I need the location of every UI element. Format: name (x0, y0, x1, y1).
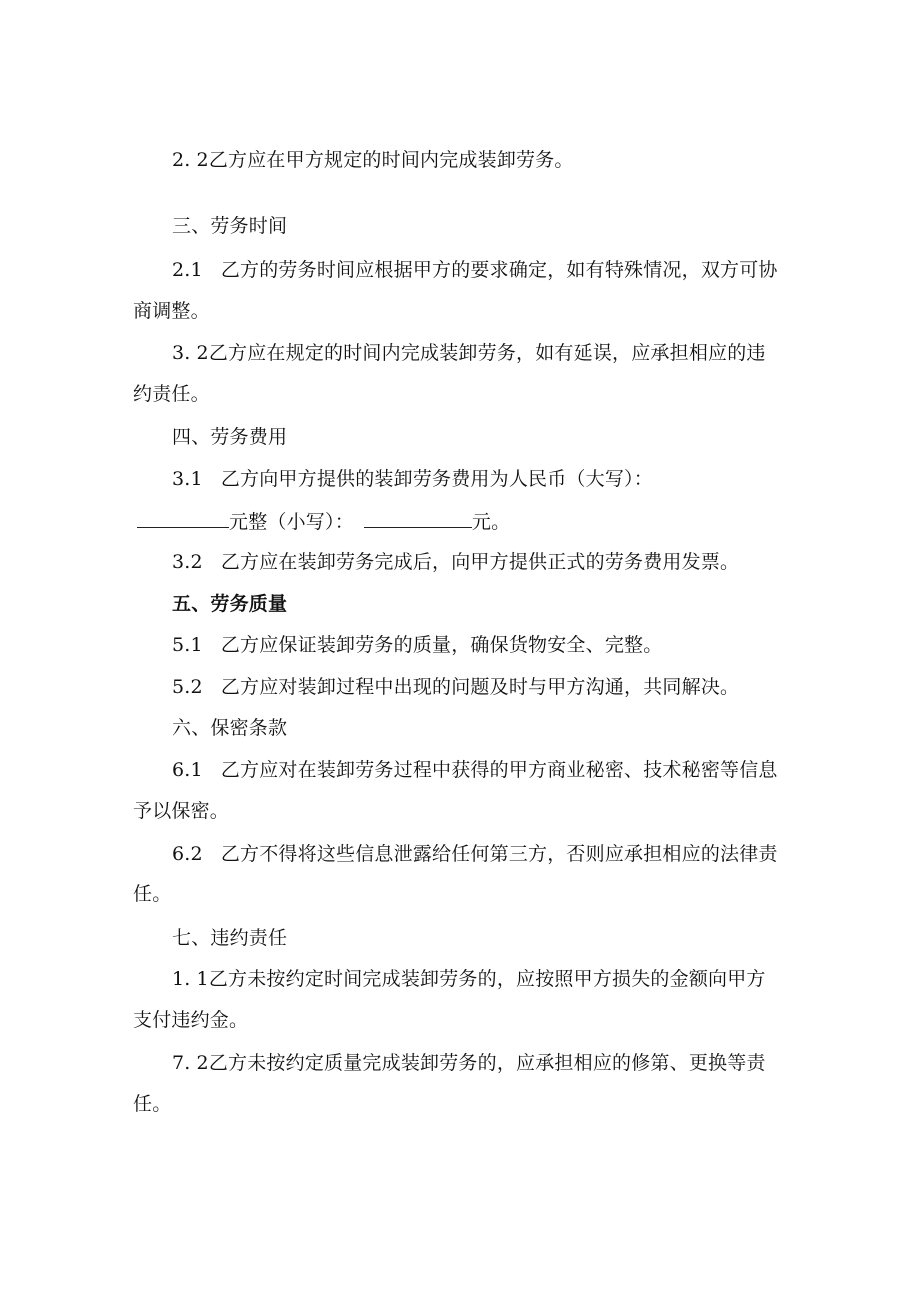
clause-text: 2乙方未按约定质量完成装卸劳务的，应承担相应的修第、更换等责 (196, 1052, 766, 1074)
clause-2-2 (0, 147, 920, 173)
clause-text: 乙方向甲方提供的装卸劳务费用为人民币（大写）： (220, 468, 653, 490)
clause-text: 乙方的劳务时间应根据甲方的要求确定，如有特殊情况，双方可协 (220, 259, 778, 281)
clause-3-2-first-continued: 约责任。 (133, 383, 210, 405)
section-heading-5: 五、劳务质量 (172, 593, 288, 615)
clause-6-2-continued: 任。 (133, 883, 172, 905)
clause-7-2-continued: 任。 (133, 1093, 172, 1115)
clause-number: 6.2 (172, 843, 203, 865)
amount-uppercase-blank (137, 507, 229, 528)
clause-5-2 (0, 674, 920, 700)
clause-text: 1乙方未按约定时间完成装卸劳务的，应按照甲方损失的金额向甲方 (196, 968, 766, 990)
fee-mid-text: 元整（小写）： (229, 511, 354, 533)
clause-1-1 (0, 966, 920, 992)
clause-number: 3. (172, 342, 191, 364)
clause-number: 5.2 (172, 676, 203, 698)
clause-7-2 (0, 1050, 920, 1076)
clause-6-1-continued: 予以保密。 (133, 800, 230, 822)
amount-lowercase-blank (364, 507, 472, 528)
clause-3-1 (0, 466, 920, 492)
section-heading-7: 七、违约责任 (172, 927, 288, 949)
clause-text: 乙方不得将这些信息泄露给任何第三方，否则应承担相应的法律责 (220, 843, 778, 865)
clause-number: 5.1 (172, 634, 203, 656)
clause-2-1-continued: 商调整。 (133, 300, 210, 322)
clause-1-1-continued: 支付违约金。 (133, 1009, 249, 1031)
clause-text: 乙方应保证装卸劳务的质量，确保货物安全、完整。 (220, 634, 663, 656)
clause-2-1 (0, 257, 920, 283)
fee-end-text: 元。 (471, 511, 511, 533)
clause-number: 3.2 (172, 551, 203, 573)
section-heading-4: 四、劳务费用 (172, 426, 288, 448)
clause-number: 1. (172, 968, 191, 990)
clause-text: 乙方应对在装卸劳务过程中获得的甲方商业秘密、技术秘密等信息 (220, 759, 778, 781)
clause-6-2 (0, 841, 920, 867)
clause-6-1 (0, 757, 920, 783)
clause-text: 乙方应对装卸过程中出现的问题及时与甲方沟通，共同解决。 (220, 676, 740, 698)
clause-5-1 (0, 632, 920, 658)
clause-3-2-first (0, 340, 920, 366)
clause-number: 7. (172, 1052, 191, 1074)
clause-number: 6.1 (172, 759, 203, 781)
clause-text: 乙方应在装卸劳务完成后，向甲方提供正式的劳务费用发票。 (220, 551, 740, 573)
clause-number: 3.1 (172, 468, 203, 490)
clause-text: 2乙方应在规定的时间内完成装卸劳务，如有延误，应承担相应的违 (196, 342, 766, 364)
clause-3-2-second (0, 549, 920, 575)
section-heading-6: 六、保密条款 (172, 717, 288, 739)
clause-number: 2.1 (172, 259, 203, 281)
clause-number: 2. (172, 149, 191, 171)
clause-text: 2乙方应在甲方规定的时间内完成装卸劳务。 (196, 149, 574, 171)
section-heading-3: 三、劳务时间 (172, 215, 288, 237)
fee-amount-line (0, 507, 920, 535)
